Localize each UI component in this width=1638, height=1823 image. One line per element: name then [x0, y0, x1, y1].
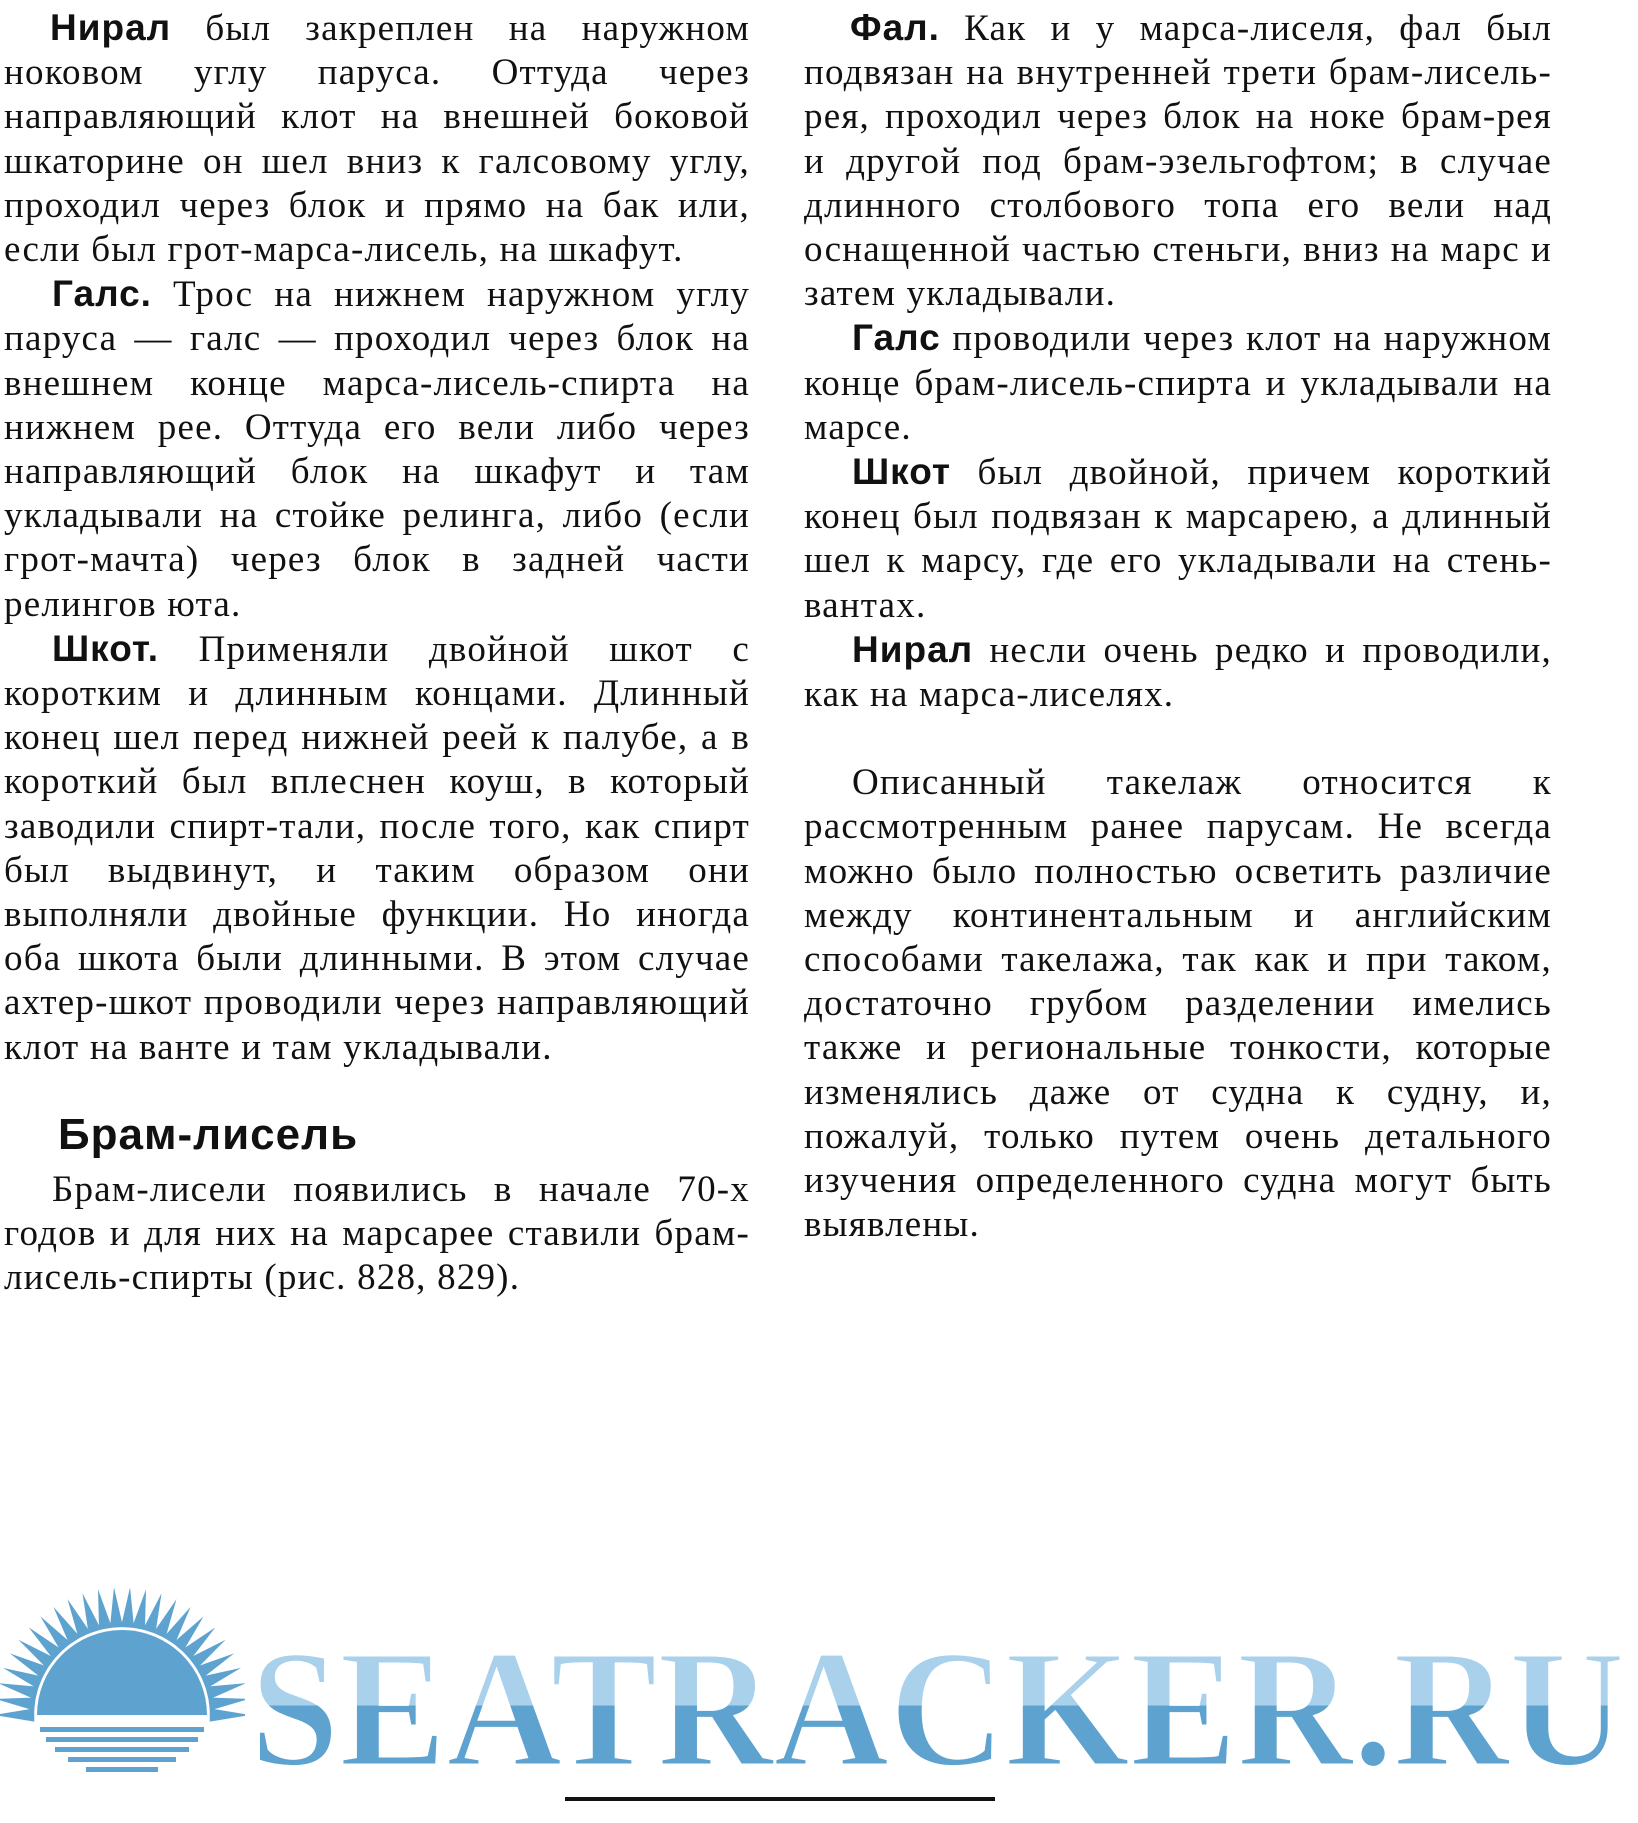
- sun-ray: [121, 1587, 134, 1628]
- term-shkot: Шкот: [852, 451, 952, 493]
- sun-ray: [0, 1697, 36, 1710]
- paragraph-bram-lisel: [4, 1168, 750, 1301]
- paragraph-text: Описанный такелаж относится к рассмотренным ранее парусам. Не всегда можно было полностью осветить различие между континентальным и английским способами такелажа, так как и при таком, достаточно грубом разделении имелись также и региональные тонкости, которые изменялись даже от судна к судну, и, пожалуй, только путем очень детального изучения определенного судна могут быть выявлены.: [804, 762, 1552, 1246]
- term-shkot: Шкот.: [52, 627, 160, 669]
- term-fal: Фал.: [850, 7, 940, 48]
- paragraph-text: был двойной, причем короткий конец был подвязан к марсарею, а длинный шел к марсу, где его укладывали на стень-вантах.: [804, 452, 1552, 626]
- paragraph-summary: [804, 761, 1552, 1247]
- right-column: [804, 6, 1552, 1247]
- bottom-rule: [565, 1797, 995, 1801]
- paragraph-gap: [804, 717, 1552, 761]
- sun-ray: [132, 1589, 146, 1630]
- paragraph-gals: [804, 316, 1552, 450]
- term-gals: Галс.: [52, 273, 152, 315]
- paragraph-niral: [4, 6, 750, 272]
- paragraph-text: несли очень редко и проводили, как на марса-лиселях.: [804, 629, 1552, 716]
- sun-ray: [98, 1589, 112, 1630]
- paragraph-text: Брам-лисели появились в начале 70-х годов и для них на марсарее ставили брам-лисель-спирты (рис. 828, 829).: [4, 1168, 750, 1299]
- sun-ray: [210, 1708, 245, 1721]
- paragraph-text: Применяли двойной шкот с коротким и длинным концами. Длинный конец шел перед нижней реей к палубе, а в короткий был вплеснен коуш, в который заводили спирт-тали, после того, как спирт был выдвинут, и таким образом они выполняли двойные функции. Но иногда оба шкота были длинными. В этом случае ахтер-шкот проводили через направляющий клот на ванте и там укладывали.: [4, 628, 750, 1068]
- term-niral: Нирал: [50, 7, 172, 48]
- paragraph-fal: [804, 6, 1552, 316]
- paragraph-gals: [4, 272, 750, 627]
- logo-wordmark: [250, 1627, 1630, 1777]
- term-gals: Галс: [852, 317, 941, 359]
- sun-icon: [0, 1585, 245, 1805]
- paragraph-shkot: [804, 450, 1552, 628]
- paragraph-niral: [804, 628, 1552, 717]
- sun-disc: [37, 1630, 207, 1772]
- paragraph-text: Трос на нижнем наружном углу паруса — галс — проходил через блок на внешнем конце марса-лисель-спирта на нижнем рее. Оттуда его вели либо через направляющий блок на шкафут и там укладывали на стойке релинга, либо (если грот-мачта) через блок в задней части релингов юта.: [4, 274, 750, 625]
- logo-text: SEATRACKER.RU: [250, 1627, 1625, 1777]
- sun-ray: [0, 1708, 34, 1721]
- sun-ray: [208, 1697, 245, 1710]
- watermark-logo: [0, 1575, 1638, 1823]
- paragraph-text: был закреплен на наружном ноковом углу паруса. Оттуда через направляющий клот на внешней боковой шкаторине он шел вниз к галсовому углу, проходил через блок и прямо на бак или, если был грот-марса-лисель, на шкафут.: [4, 8, 750, 271]
- paragraph-text: проводили через клот на наружном конце брам-лисель-спирта и укладывали на марсе.: [804, 318, 1552, 448]
- paragraph-text: Как и у марса-лиселя, фал был подвязан на внутренней трети брам-лисель-рея, проходил через блок на ноке брам-рея и другой под брам-эзельгофтом; в случае длинного столбового топа его вели над оснащенной частью стеньги, вниз на марс и затем укладывали.: [804, 8, 1552, 315]
- left-column: [4, 6, 750, 1300]
- term-niral: Нирал: [852, 628, 974, 670]
- section-heading: Брам-лисель: [58, 1109, 359, 1159]
- sun-ray: [110, 1587, 123, 1628]
- paragraph-shkot: [4, 627, 750, 1070]
